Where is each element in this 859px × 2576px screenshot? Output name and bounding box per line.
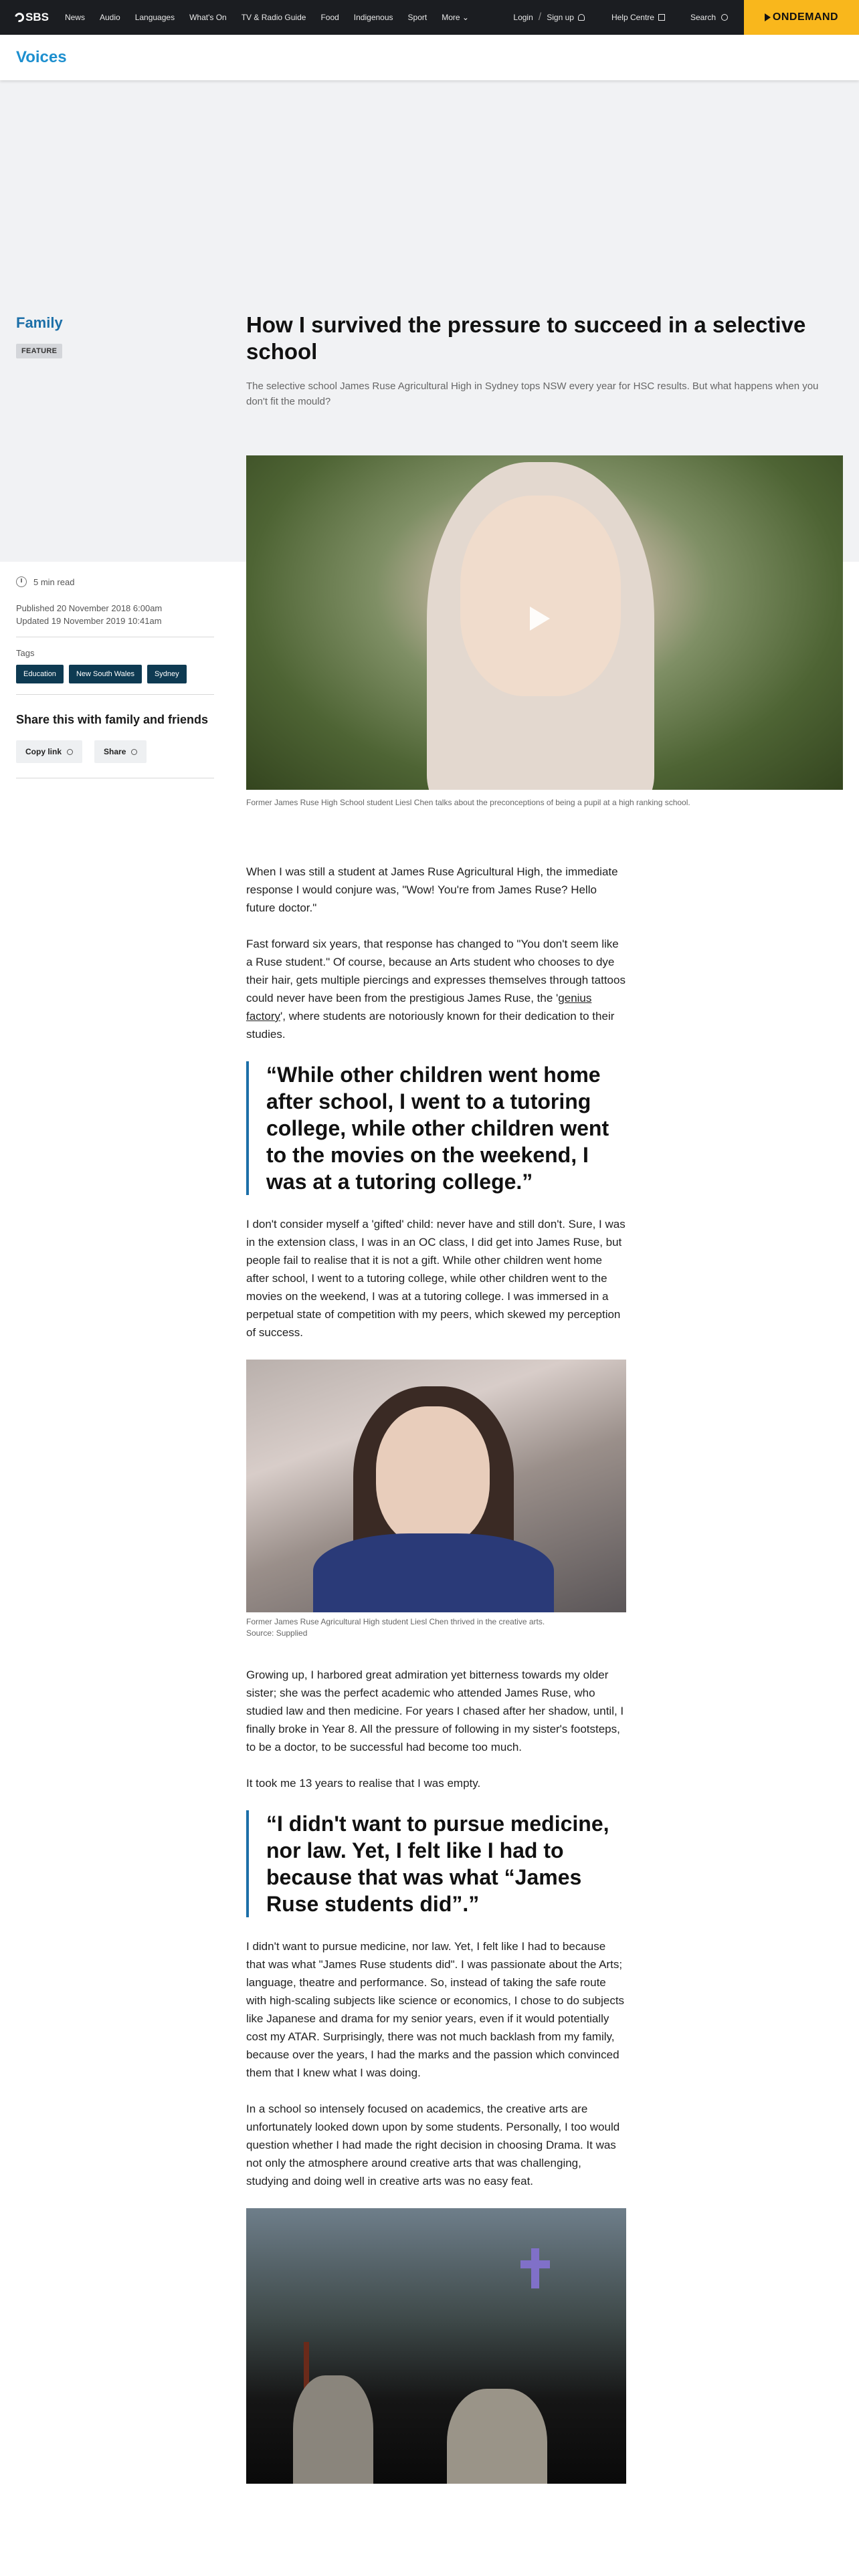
share-buttons <box>16 740 214 763</box>
signup-link[interactable]: Sign up <box>547 13 585 22</box>
play-icon[interactable] <box>530 607 550 631</box>
nav-link-news[interactable]: News <box>64 13 85 22</box>
image-caption: Former James Ruse Agricultural High student Liesl Chen thrived in the creative arts. Source: Supplied <box>246 1617 545 1638</box>
tags-label: Tags <box>16 648 35 658</box>
video-caption: Former James Ruse High School student Liesl Chen talks about the preconceptions of being a pupil at a high ranking school. <box>246 798 690 807</box>
article-dates <box>16 602 214 627</box>
image-cross <box>520 2260 550 2268</box>
divider <box>16 694 214 695</box>
updated-date: Updated 19 November 2019 10:41am <box>16 616 162 626</box>
share-title: Share this with family and friends <box>16 713 209 726</box>
published-date: Published 20 November 2018 6:00am <box>16 603 163 613</box>
nav-links <box>65 13 484 22</box>
image-face <box>376 1406 490 1547</box>
search-icon <box>721 14 728 21</box>
pull-quote: “While other children went home after school, I went to a tutoring college, while other children went to the movies on the weekend, I was at a tutoring college.” <box>246 1061 626 1195</box>
paragraph: When I was still a student at James Ruse Agricultural High, the immediate response I would conjure was, "Wow! You're from James Ruse? Hello future doctor." <box>246 865 618 914</box>
tag-education[interactable]: Education <box>16 665 64 683</box>
external-link-icon <box>658 14 665 21</box>
feature-badge: FEATURE <box>16 344 62 358</box>
article-standfirst: The selective school James Ruse Agricultural High in Sydney tops NSW every year for HSC results. But what happens when you don't fit the mould? <box>246 381 819 407</box>
genius-factory-link[interactable]: genius factory <box>246 992 592 1023</box>
nav-link-sport[interactable]: Sport <box>407 13 427 22</box>
nav-right <box>513 0 744 35</box>
nav-link-languages[interactable]: Languages <box>134 13 175 22</box>
top-nav <box>0 0 859 35</box>
ondemand-button[interactable]: ONDEMAND <box>744 0 859 35</box>
share-icon <box>131 749 137 755</box>
image-cross <box>531 2248 539 2288</box>
article-headline: How I survived the pressure to succeed in a selective school <box>246 312 806 364</box>
paragraph: Fast forward six years, that response has changed to "You don't seem like a Ruse student." Of course, because an Arts student who chooses to dye their hair, gets multiple piercings and expresses themselves through tattoos could never have been from the prestigious James Ruse, the 'genius factory', where students are notoriously known for their dedication to their studies. <box>246 938 626 1041</box>
user-icon <box>578 14 585 21</box>
copy-link-button[interactable]: Copy link <box>16 740 82 763</box>
paragraph: I didn't want to pursue medicine, nor law. Yet, I felt like I had to because that was what "James Ruse students did". I was passionate about the Arts; language, theatre and performance. So, instead of taking the safe route with high-scaling subjects like science or economics, I chose to do subjects like Japanese and drama for my senior years, even if it would potentially cost my ATAR. Surprisingly, there was not much backlash from my family, because over the years, I had the marks and the passion which convinced them that I knew what I was doing. <box>246 1940 625 2079</box>
image-performer <box>293 2375 373 2484</box>
read-time: 5 min read <box>16 576 214 587</box>
nav-link-whats-on[interactable]: What's On <box>189 13 227 22</box>
image-performer <box>447 2389 547 2484</box>
nav-link-audio[interactable]: Audio <box>99 13 120 22</box>
image-kimono <box>313 1533 554 1612</box>
paragraph: It took me 13 years to realise that I was empty. <box>246 1777 481 1790</box>
nav-link-indigenous[interactable]: Indigenous <box>353 13 393 22</box>
clock-icon <box>16 576 27 587</box>
pull-quote: “I didn't want to pursue medicine, nor law. Yet, I felt like I had to because that was what “James Ruse students did”.” <box>246 1810 626 1917</box>
section-header <box>0 35 859 80</box>
nav-link-more[interactable]: More ⌄ <box>442 13 469 22</box>
share-button[interactable]: Share <box>94 740 147 763</box>
tag-new-south-wales[interactable]: New South Wales <box>69 665 142 683</box>
chevron-down-icon: ⌄ <box>462 13 469 22</box>
section-title[interactable]: Voices <box>16 48 67 66</box>
category-label[interactable]: Family <box>16 314 63 331</box>
article-meta <box>16 576 214 778</box>
paragraph: I don't consider myself a 'gifted' child: never have and still don't. Sure, I was in the extension class, I was in an OC class, I did get into James Ruse, but people fail to realise that it is not a gift. While other children went home after school, I went to a tutoring college, while other children went to the movies on the weekend, I was at a tutoring college. I was immersed in a perpetual state of competition with my peers, which skewed my perception of success. <box>246 1218 626 1339</box>
search-button[interactable]: Search <box>690 13 728 22</box>
help-centre-link[interactable]: Help Centre <box>611 13 665 22</box>
nav-separator: / <box>538 11 542 23</box>
video-still-face <box>460 496 621 696</box>
video-player[interactable] <box>246 455 843 790</box>
tags-list <box>16 665 214 683</box>
nav-link-food[interactable]: Food <box>320 13 339 22</box>
nav-link-tv-radio-guide[interactable]: TV & Radio Guide <box>241 13 306 22</box>
ondemand-arrow-icon <box>765 13 771 21</box>
paragraph: Growing up, I harbored great admiration yet bitterness towards my older sister; she was the perfect academic who attended James Ruse, who studied law and then medicine. For years I chased after her shadow, until, I finally broke in Year 8. All the pressure of following in my sister's footsteps, to be a doctor, to be successful had become too much. <box>246 1669 624 1753</box>
tag-sydney[interactable]: Sydney <box>147 665 187 683</box>
link-icon <box>67 749 73 755</box>
article-image <box>246 2208 626 2484</box>
paragraph: In a school so intensely focused on academics, the creative arts are unfortunately looked down upon by some students. Personally, I too would question whether I had made the right decision in choosing Drama. It was not only the atmosphere around creative arts that was challenging, studying and doing well in creative arts was no easy feat. <box>246 2103 620 2187</box>
sbs-logo-icon <box>13 11 25 23</box>
login-link[interactable]: Login <box>513 13 533 22</box>
article-body <box>246 863 626 2484</box>
article-image <box>246 1360 626 1612</box>
sbs-logo[interactable]: SBS <box>15 11 49 24</box>
